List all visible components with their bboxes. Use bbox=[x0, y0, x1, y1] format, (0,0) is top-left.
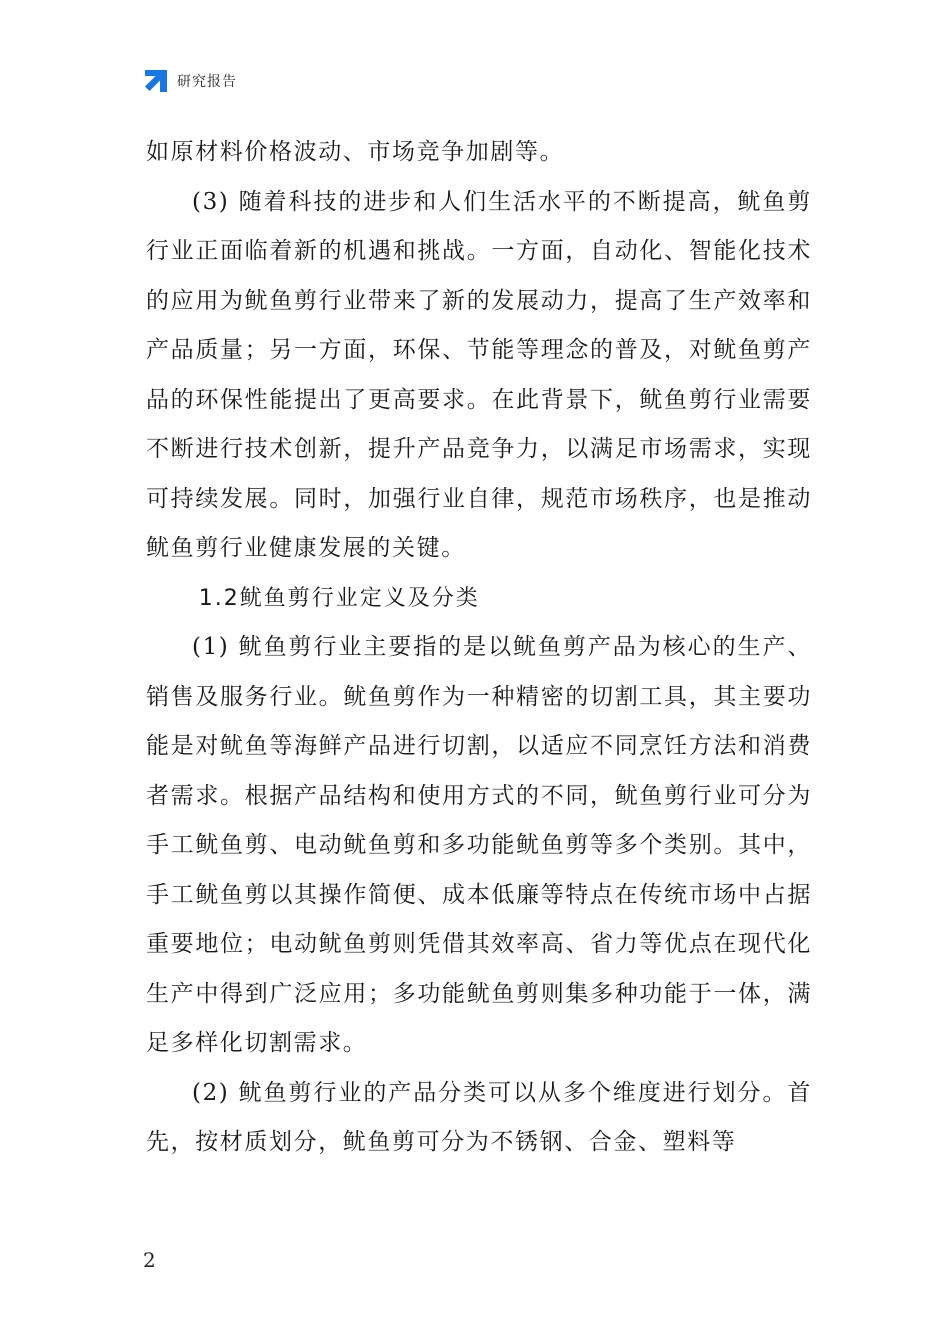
paragraph-3: (3) 随着科技的进步和人们生活水平的不断提高，鱿鱼剪行业正面临着新的机遇和挑战。一方面，自动化、智能化技术的应用为鱿鱼剪行业带来了新的发展动力，提高了生产效率和产品质量；另一方面，环保、节能等理念的普及，对鱿鱼剪产品的环保性能提出了更高要求。在此背景下，鱿鱼剪行业需要不断进行技术创新，提升产品竞争力，以满足市场需求，实现可持续发展。同时，加强行业自律，规范市场秩序，也是推动鱿鱼剪行业健康发展的关键。 bbox=[146, 188, 812, 561]
page-number: 2 bbox=[143, 1248, 156, 1272]
paragraph-continuation: 如原材料价格波动、市场竞争加剧等。 bbox=[146, 139, 565, 165]
header-title: 研究报告 bbox=[177, 74, 237, 90]
arrow-up-right-icon bbox=[143, 68, 169, 94]
paragraph-classification: (2) 鱿鱼剪行业的产品分类可以从多个维度进行划分。首先，按材质划分，鱿鱼剪可分为不锈钢、合金、塑料等 bbox=[146, 1079, 812, 1155]
paragraph-definition: (1) 鱿鱼剪行业主要指的是以鱿鱼剪产品为核心的生产、销售及服务行业。鱿鱼剪作为一种精密的切割工具，其主要功能是对鱿鱼等海鲜产品进行切割，以适应不同烹饪方法和消费者需求。根据产品结构和使用方式的不同，鱿鱼剪行业可分为手工鱿鱼剪、电动鱿鱼剪和多功能鱿鱼剪等多个类别。其中，手工鱿鱼剪以其操作简便、成本低廉等特点在传统市场中占据重要地位；电动鱿鱼剪则凭借其效率高、省力等优点在现代化生产中得到广泛应用；多功能鱿鱼剪则集多种功能于一体，满足多样化切割需求。 bbox=[146, 634, 812, 1056]
page-header bbox=[143, 68, 237, 94]
section-heading: 1.2鱿鱼剪行业定义及分类 bbox=[198, 585, 480, 611]
document-body bbox=[146, 128, 812, 1168]
